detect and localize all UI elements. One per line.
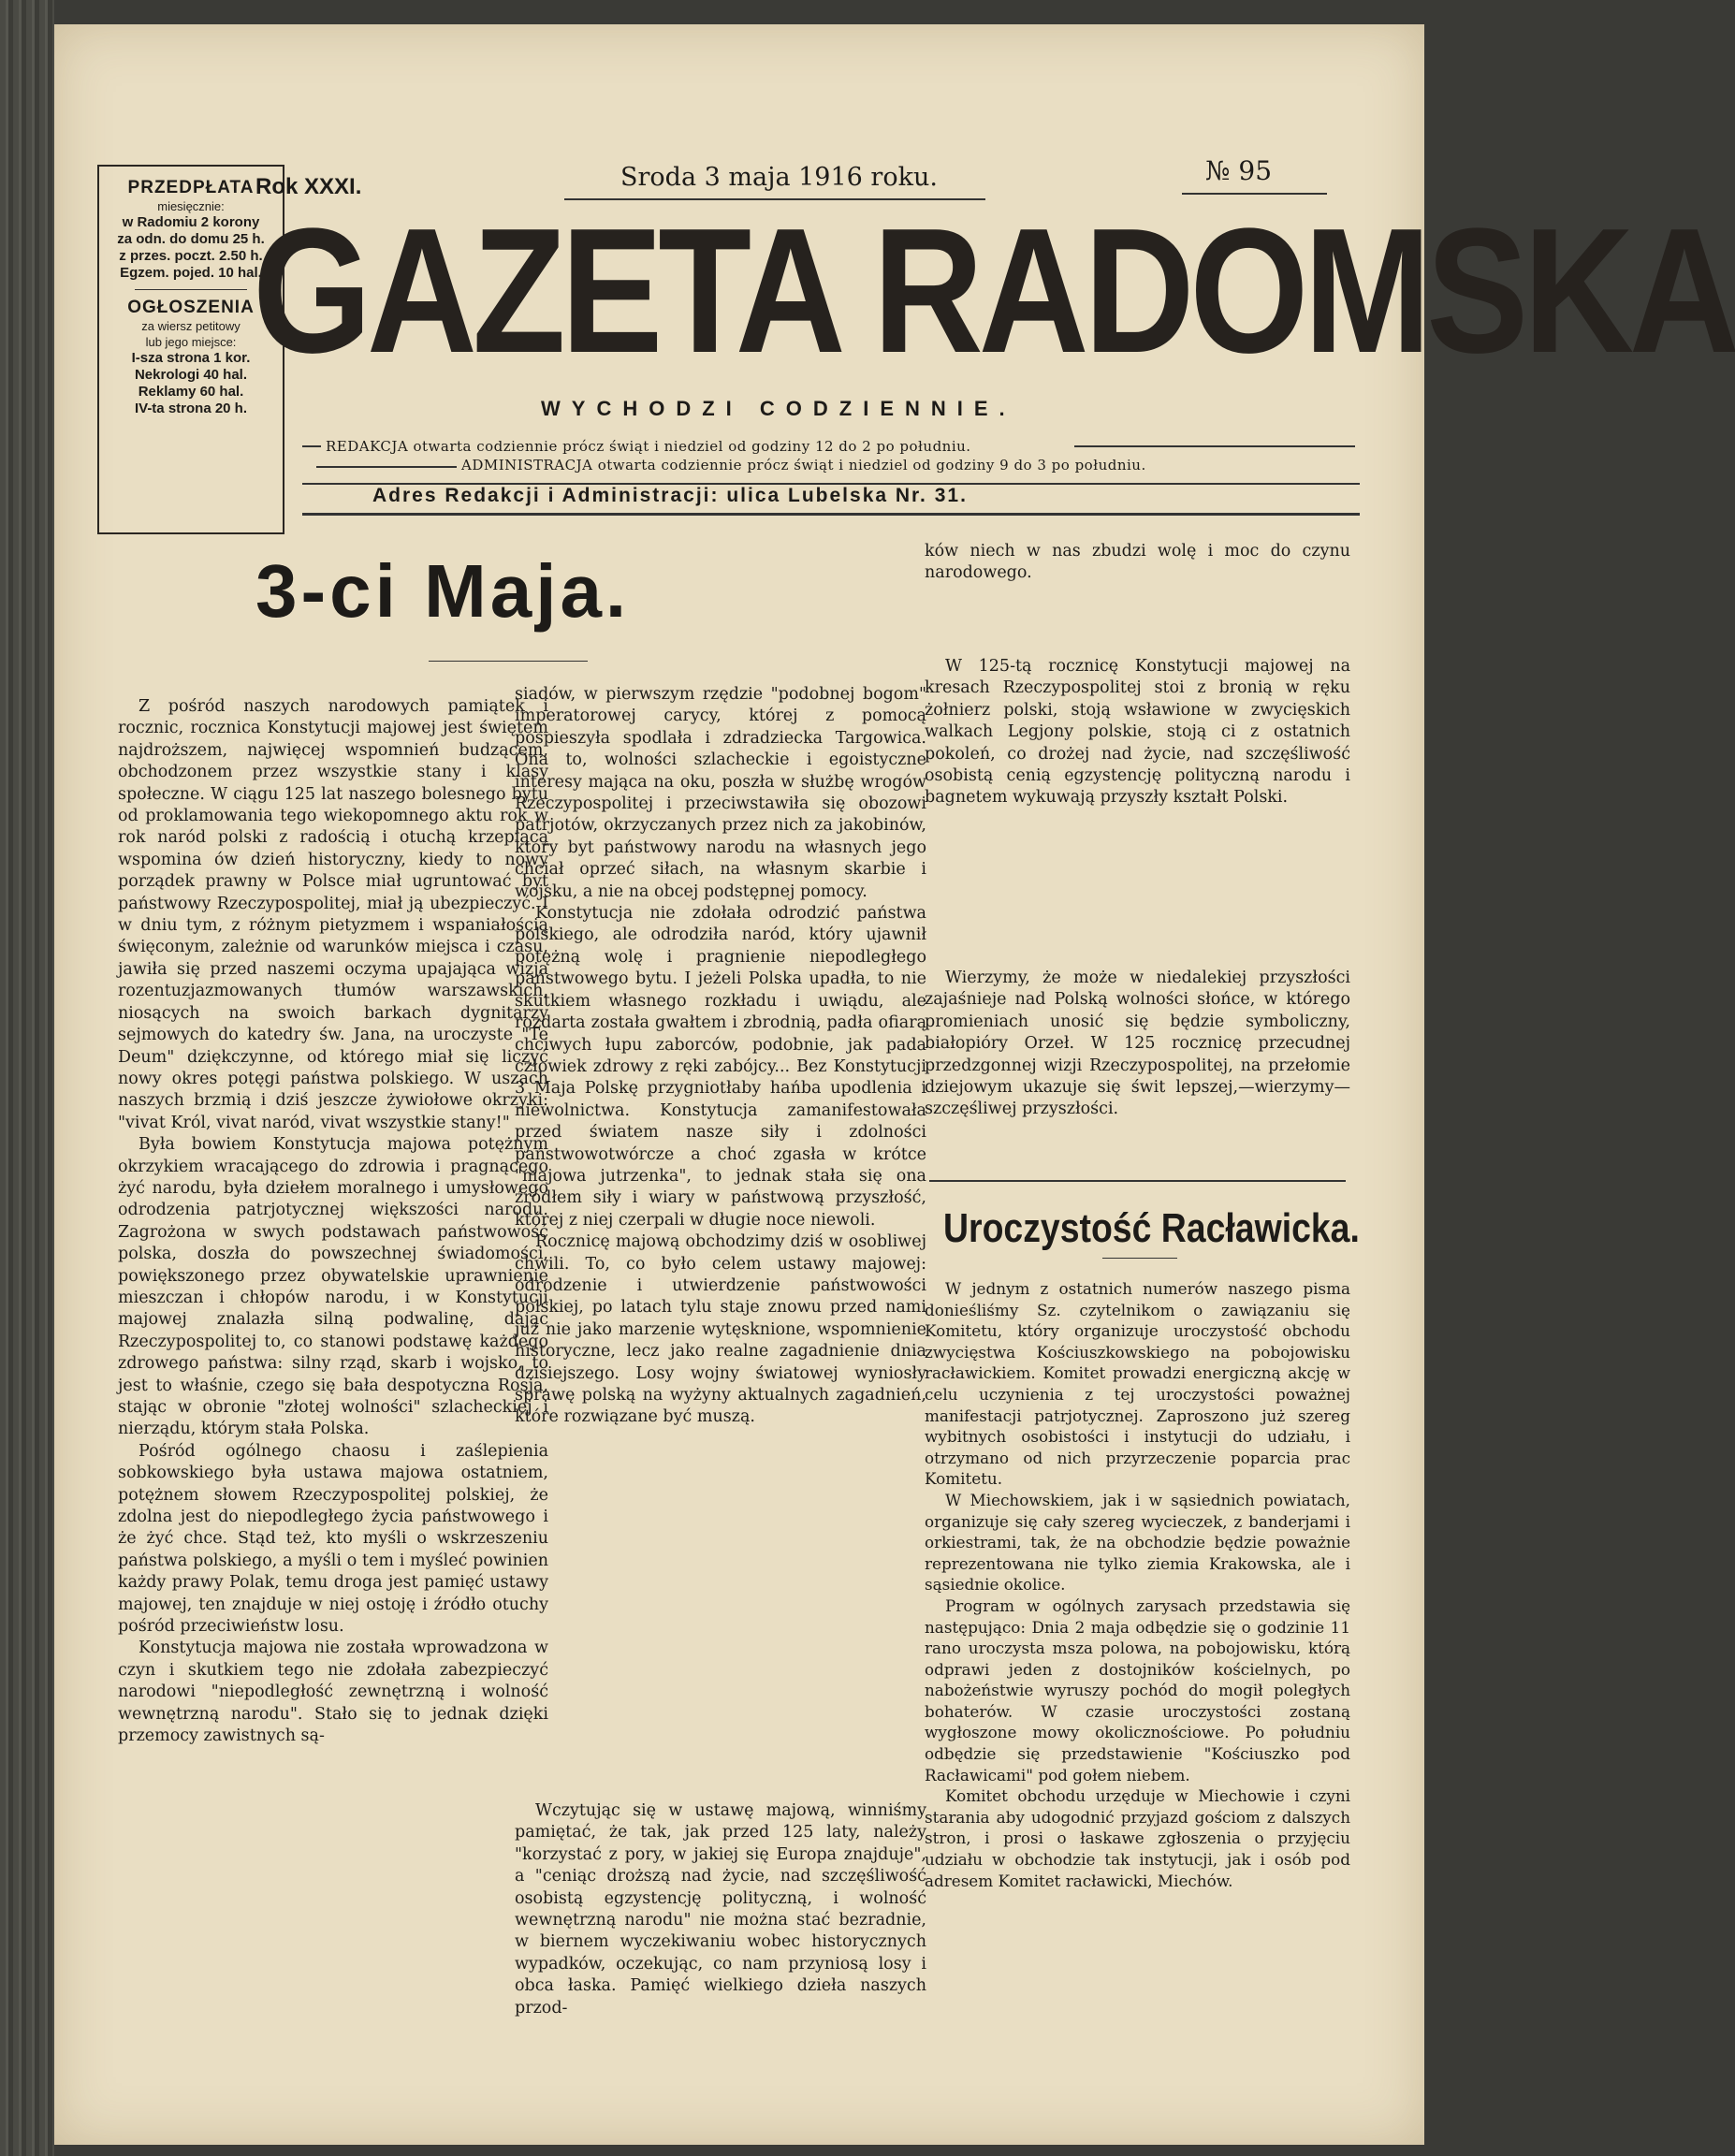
paragraph: Konstytucja majowa nie została wprowadzona w czyn i skutkiem tego nie zdołała zabezpieczyć narodowi "niepodległość zewnętrzną i wolność wewnętrzną narodu". Stało się to jednak dzięki przemocy zawistnych są- — [118, 1639, 548, 1746]
rule — [302, 445, 321, 447]
article-title: 3-ci Maja. — [255, 549, 631, 633]
paragraph: Komitet obchodu urzęduje w Miechowie i czyni starania aby udogodnić przyjazd gościom z dalszych stron, i prosi o łaskawe zgłoszenia o przyjęciu udziału w obchodzie tak instytucji, jak i osób pod adresem Komitet racławicki, Miechów. — [925, 1786, 1350, 1890]
paragraph: Wierzymy, że może w niedalekiej przyszłości zajaśnieje nad Polską wolności słońce, w którego promieniach unosić się będzie symboliczny, białopióry Orzeł. W 125 rocznicę przecudnej przedzgonnej wizji Rzeczypospolitej, na przełomie dziejowym ukazuje się świt lepszej,—wierzymy—szczęśliwej przyszłości. — [925, 969, 1350, 1119]
divider — [135, 289, 247, 290]
subscription-rate: w Radomiu 2 korony — [122, 214, 260, 230]
paragraph: ków niech w nas zbudzi wolę i moc do czynu narodowego. — [925, 542, 1350, 583]
ads-line: Nekrologi 40 hal. — [134, 367, 248, 383]
article-separator — [929, 1180, 1346, 1182]
paragraph: W jednym z ostatnich numerów naszego pisma donieśliśmy Sz. czytelnikom o zawiązaniu się Komitetu, który organizuje uroczystość obchodu zwycięstwa Kościuszkowskiego na pobojowisku racławickiem. Komitet prowadzi energiczną akcję w celu uczynienia z tej uroczystości poważnej manifestacji patrjotycznej. Zaproszono już szereg wybitnych osobistości i instytucji do udziału, i otrzymano od nich przyrzeczenie poparcia prac Komitetu. — [925, 1279, 1350, 1489]
paragraph: Pośród ogólnego chaosu i zaślepienia sobkowskiego była ustawa majowa ostatniem, potężnem słowem Rzeczypospolitej polskiej, że zdolna jest do niepodległego życia państwowego i że żyć chce. Stąd też, kto myśli o wskrzeszeniu państwa polskiego, a myśli o tem i myśleć powinien każdy prawy Polak, temu droga jest pamięć ustawy majowej, ten znajduje w niej ostoję i źródło otuchy pośród przeciwieństw losu. — [118, 1441, 548, 1637]
ads-line: lub jego miejsce: — [145, 335, 237, 349]
editorial-address: Adres Redakcji i Administracji: ulica Lubelska Nr. 31. — [372, 485, 968, 506]
subscription-heading: PRZEDPŁATA — [127, 178, 255, 197]
subscription-period: miesięcznie: — [157, 199, 225, 213]
paragraph: Program w ogólnych zarysach przedstawia się następująco: Dnia 2 maja odbędzie się o godzinie 11 rano uroczysta msza polowa, na pobojowisku, którą odprawi jeden z dostojników kościelnych, po nabożeństwie wyruszy pochód do mogił poległych bohaterów. W czasie uroczystości zostaną wygłoszone mowy okolicznościowe. Po południu odbędzie się przedstawienie "Kościuszko pod Racławicami" pod gołem niebem. — [925, 1595, 1350, 1785]
ads-line: za wiersz petitowy — [141, 319, 241, 333]
rule — [316, 466, 457, 468]
article-column-3-top — [925, 541, 1350, 585]
administracja-hours: ADMINISTRACJA otwarta codziennie prócz świąt i niedziel od godziny 9 do 3 po południu. — [461, 457, 1146, 473]
ads-line: Reklamy 60 hal. — [138, 384, 244, 400]
volume-year: Rok XXXI. — [255, 174, 362, 199]
paragraph: Wczytując się w ustawę majową, winniśmy pamiętać, że tak, jak przed 125 laty, należy "korzystać z pory, w jakiej się Europa znajduje", a "ceniąc droższą nad życie, nad szczęśliwość osobistą egzystencję polityczną, i wolność wewnętrzną narodu" nie można stać bezradnie, w biernem wyczekiwaniu wobec historycznych wypadków, oczekując, co nam przyniosą losy i obca łaska. Pamięć wielkiego dzieła naszych przod- — [515, 1801, 926, 2018]
ads-heading: OGŁOSZENIA — [127, 298, 255, 317]
issue-number: № 95 — [1205, 155, 1273, 186]
title-underline — [429, 661, 588, 662]
redakcja-hours: REDAKCJA otwarta codziennie prócz świąt i niedziel od godziny 12 do 2 po południu. — [326, 438, 971, 455]
paragraph: siadów, w pierwszym rzędzie "podobnej bogom" imperatorowej carycy, której z pomocą pospieszyła spodlała i zdradziecka Targowica. Ona to, wolności szlacheckie i egoistyczne interesy mająca na oku, poszła w służbę wrogów Rzeczypospolitej i przeciwstawiła się obozowi patrjotów, okrzyczanych przez nich za jakobinów, który byt państwowy narodu na własnych jego chciał oprzeć siłach, na własnym skarbie i wojsku, a nie na obcej podstępnej pomocy. — [515, 685, 926, 901]
paragraph: Rocznicę majową obchodzimy dziś w osobliwej chwili. To, co było celem ustawy majowej: odrodzenie i utwierdzenie państwowości polskiej, po latach tylu staje znowu przed nami już nie jako marzenie wytęsknione, wspomnienie historyczne, lecz jako realne zagadnienie dnia dzisiejszego. Losy wojny światowej wyniosły sprawę polską na wyżyny aktualnych zagadnień, które rozwiązane być muszą. — [515, 1232, 926, 1427]
ads-line: IV-ta strona 20 h. — [134, 401, 248, 416]
article-column-3-mid — [925, 656, 1350, 809]
subscription-rate: Egzem. pojed. 10 hal. — [120, 265, 262, 281]
paragraph: W Miechowskiem, jak i w sąsiednich powiatach, organizuje się cały szereg wycieczek, z banderjami i orkiestrami, tak, że na obchodzie będzie poważnie reprezentowana nie tylko ziemia Krakowska, ale i sąsiednie okolice. — [925, 1490, 1350, 1595]
paragraph: Była bowiem Konstytucja majowa potężnym okrzykiem wracającego do zdrowia i pragnącego żyć narodu, była dziełem moralnego i umysłowego odrodzenia patrjotycznej większości narodu. Zagrożona w swych podstawach państwowość polska, doszła do powszechnej świadomości, powiększonego przez obywatelskie uprawnienie mieszczan i chłopów narodu, i w Konstytucji majowej znalazła silną podwalinę, dając Rzeczypospolitej to, co stanowi podstawę każdego zdrowego państwa: silny rząd, skarb i wojsko, to jest to właśnie, czego się bała despotyczna Rosja, stając w obronie "złotej wolności" szlacheckiej i nierządu, którym stała Polska. — [118, 1135, 548, 1439]
rule — [1074, 445, 1355, 447]
title-underline — [1102, 1258, 1177, 1259]
newspaper-page — [54, 24, 1735, 2145]
paragraph: W 125-tą rocznicę Konstytucji majowej na kresach Rzeczypospolitej stoi z bronią w ręku żołnierz polski, stoją wsławione w zwycięskich walkach Legjony polskie, stoją ci z ostatnich pokoleń, co drożej nad życie, nad szczęśliwość osobistą cenią egzystencję polityczną narodu i bagnetem wykuwają przyszły kształt Polski. — [925, 657, 1350, 808]
article-column-2 — [515, 684, 926, 1429]
article-title: Uroczystość Racławicka. — [943, 1205, 1360, 1251]
article-2-body — [925, 1278, 1350, 1891]
subscription-rate: z przes. poczt. 2.50 h. — [119, 248, 263, 264]
article-column-1 — [118, 696, 548, 1748]
rule — [302, 513, 1360, 516]
article-column-3-end — [925, 968, 1350, 1121]
paragraph: Konstytucja nie zdołała odrodzić państwa polskiego, ale odrodziła naród, który ujawnił potężną wolę i pragnienie niepodległego państwowego bytu. I jeżeli Polska upadła, to nie skutkiem własnego rozkładu i uwiądu, ale rozdarta została gwałtem i zbrodnią, padła ofiarą chciwych łupu zaborców, podobnie, jak pada człowiek zdrowy z ręki zabójcy... Bez Konstytucji 3 Maja Polskę przygniotłaby hańba upodlenia i niewolnictwa. Konstytucja zamanifestowała przed światem nasze siły i zdolności państwowotwórcze a choć zgasła w krótce "majowa jutrzenka", to jednak stała się ona źródłem siły i wiary w państwową przyszłość, której z niej czerpali w długie noce niewoli. — [515, 904, 926, 1230]
ads-line: I-sza strona 1 kor. — [131, 350, 251, 366]
article-column-2-continued — [515, 1800, 926, 2019]
masthead-subtitle: WYCHODZI CODZIENNIE. — [541, 397, 1016, 420]
book-binding — [0, 0, 54, 2156]
issue-date: Sroda 3 maja 1916 roku. — [620, 163, 938, 192]
masthead-title: GAZETA RADOMSKA — [253, 192, 1735, 390]
paragraph: Z pośród naszych narodowych pamiątek i rocznic, rocznica Konstytucji majowej jest świętem najdroższem, najwięcej wspomnień budzącem, obchodzonem przez wszystkie stany i klasy społeczne. W ciągu 125 lat naszego bolesnego bytu od proklamowania tego wiekopomnego aktu rok w rok naród polski z radością i otuchą krzepiącą wspomina ów dzień historyczny, kiedy to nowy porządek prawny w Polsce miał ugruntować byt państwowy Rzeczypospolitej, miał ją ubezpieczyć. I w dniu tym, z różnym pietyzmem i wspaniałością święconym, zależnie od warunków miejsca i czasu, jawiła się przed naszemi oczyma upajająca wizja rozentuzjazmowanych tłumów warszawskich, niosących na swoich barkach dygnitarzy sejmowych do katedry św. Jana, na uroczyste "Te Deum" dziękczynne, od którego miał się liczyć nowy okres potęgi państwa polskiego. W uszach naszych brzmią i dziś jeszcze żywiołowe okrzyki: "vivat Król, vivat naród, vivat wszystkie stany!" — [118, 697, 548, 1132]
subscription-rate: za odn. do domu 25 h. — [117, 231, 265, 247]
